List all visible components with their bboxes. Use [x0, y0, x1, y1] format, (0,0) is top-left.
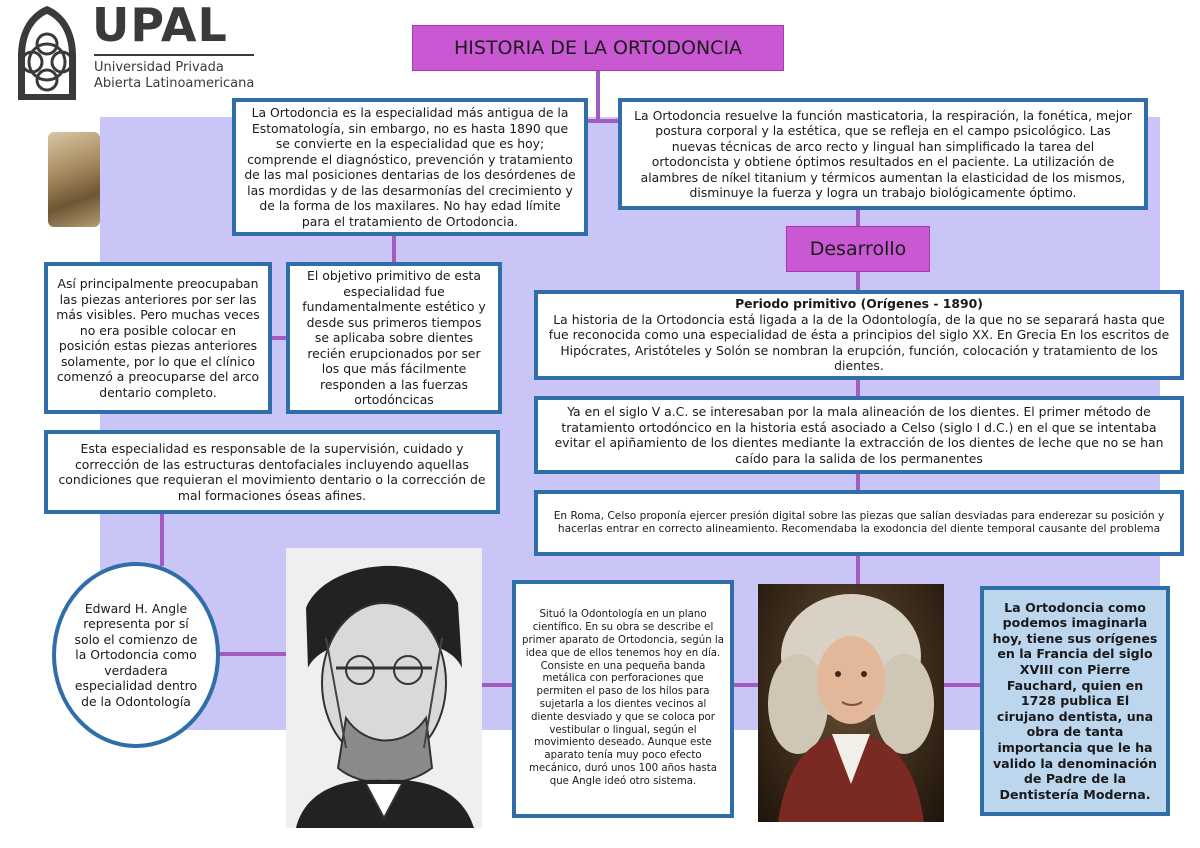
siglo-v-text: Ya en el siglo V a.C. se interesaban por la mala alineación de los dientes. El primer método de tratamiento ortodóncico en la historia está asociado a Celso (siglo I d.C.) en el que se intentaba evitar el apiñamiento de los dientes mediante la extracción de los dientes de leche que no se han caído para la salida de los permanentes: [554, 404, 1164, 466]
connector-portrait-fauchard: [944, 683, 982, 687]
objective-box: [286, 262, 502, 414]
angle-text: Edward H. Angle representa por sí solo el comienzo de la Ortodoncia como verdadera especialidad dentro de la Odontología: [74, 600, 198, 709]
desarrollo-text: Desarrollo: [809, 238, 907, 260]
angle-portrait-image: [286, 548, 482, 828]
fauchard-box: [980, 586, 1170, 816]
function-box: [618, 98, 1148, 210]
university-emblem-icon: [12, 4, 82, 102]
scientific-box: [512, 580, 734, 818]
connector-responsible-angle: [160, 512, 164, 566]
angle-portrait-illustration: [286, 548, 482, 828]
main-title-text: HISTORIA DE LA ORTODONCIA: [453, 37, 743, 59]
connector-roma-down: [856, 554, 860, 586]
roma-box: [534, 490, 1184, 556]
responsible-text: Esta especialidad es responsable de la supervisión, cuidado y corrección de las estructuras dentofaciales incluyendo aquellas condiciones que requieran el movimiento dentario o la corrección de mal formaciones óseas afines.: [58, 441, 486, 503]
desarrollo-label: [786, 226, 930, 272]
connector-desarrollo-primitive: [856, 270, 860, 292]
connector-title-down: [596, 70, 600, 122]
connector-scientific-portrait: [732, 683, 760, 687]
teeth-photo: [48, 132, 100, 227]
siglo-v-box: [534, 396, 1184, 474]
logo-subtitle-line1: Universidad Privada: [94, 60, 224, 75]
roma-text: En Roma, Celso proponía ejercer presión digital sobre las piezas que salían desviadas para enderezar su posición y hacerlas entrar en correcto alineamiento. Recomendaba la exodoncia del diente temporal causante del problema: [553, 509, 1165, 535]
connector-angle-photo: [214, 652, 288, 656]
connector-primitive-siglov: [856, 379, 860, 397]
main-title: [412, 25, 784, 71]
logo-divider: [94, 54, 254, 56]
responsible-box: [44, 430, 500, 514]
fauchard-text: La Ortodoncia como podemos imaginarla hoy, tiene sus orígenes en la Francia del siglo XVIII con Pierre Fauchard, quien en 1728 publica El cirujano dentista, una obra de tanta importancia que le ha valido la denominación de Padre de la Dentistería Moderna.: [992, 599, 1158, 802]
fauchard-portrait-image: [758, 584, 944, 822]
connector-photo-scientific: [480, 683, 514, 687]
primitive-period-box: [534, 290, 1184, 380]
fauchard-portrait-illustration: [758, 584, 944, 822]
primitive-period-title: Periodo primitivo (Orígenes - 1890): [735, 296, 983, 312]
scientific-text: Situó la Odontología en un plano científico. En su obra se describe el primer aparato de Ortodoncia, según la idea que de ellos tenemos hoy en día. Consiste en una pequeña banda metálica con perforaciones que permiten el paso de los hilos para sujetarla a los dientes vecinos al diente desviado y que se coloca por vestibular o lingual, según el movimiento deseado. Aunque este aparato tenía muy poco efecto mecánico, duró unos 100 años hasta que Angle ideó otro sistema.: [522, 609, 724, 787]
connector-intro-objective: [392, 234, 396, 264]
objective-text: El objetivo primitivo de esta especialidad fue fundamentalmente estético y desde sus primeros tiempos se aplicaba sobre dientes recién erupcionados por ser los que más fácilmente responden a las fuerzas ortodóncicas: [302, 268, 486, 408]
function-text: La Ortodoncia resuelve la función masticatoria, la respiración, la fonética, mejor postura corporal y la estética, que se refleja en el campo psicológico. Las nuevas técnicas de arco recto y lingual han simplificado la tarea del ortodoncista y obtiene óptimos resultados en el paciente. La utilización de alambres de níkel titanium y térmicos aumentan la elasticidad de los mismos, disminuye la fuerza y logra un trabajo biológicamente óptimo.: [634, 107, 1132, 200]
connector-siglov-roma: [856, 474, 860, 490]
anterior-teeth-box: [44, 262, 272, 414]
angle-circle: [52, 562, 220, 748]
intro-text: La Ortodoncia es la especialidad más antigua de la Estomatología, sin embargo, no es hasta 1890 que se convierte en la especialidad que es hoy; comprende el diagnóstico, prevención y tratamiento de las mal posiciones dentarias de los desórdenes de las mordidas y de las desarmonías del crecimiento y de la forma de los maxilares. No hay edad límite para el tratamiento de Ortodoncia.: [244, 105, 576, 229]
intro-box: [232, 98, 588, 236]
anterior-teeth-text: Así principalmente preocupaban las piezas anteriores por ser las más visibles. Pero muchas veces no era posible colocar en posición estas piezas anteriores solamente, por lo que el clínico comenzó a preocuparse del arco dentario completo.: [56, 276, 260, 400]
logo-subtitle-line2: Abierta Latinoamericana: [94, 76, 255, 91]
primitive-period-text: La historia de la Ortodoncia está ligada a la de la Odontología, de la que no se separará hasta que fue reconocida como una especialidad de ésta a principios del siglo XX. En Grecia En los escritos de Hipócrates, Aristóteles y Solón se nombran la erupción, función, colocación y tratamiento de los dientes.: [548, 311, 1170, 374]
upal-logo: [8, 0, 258, 104]
logo-name: UPAL: [92, 0, 228, 52]
connector-intro-function: [586, 119, 622, 123]
